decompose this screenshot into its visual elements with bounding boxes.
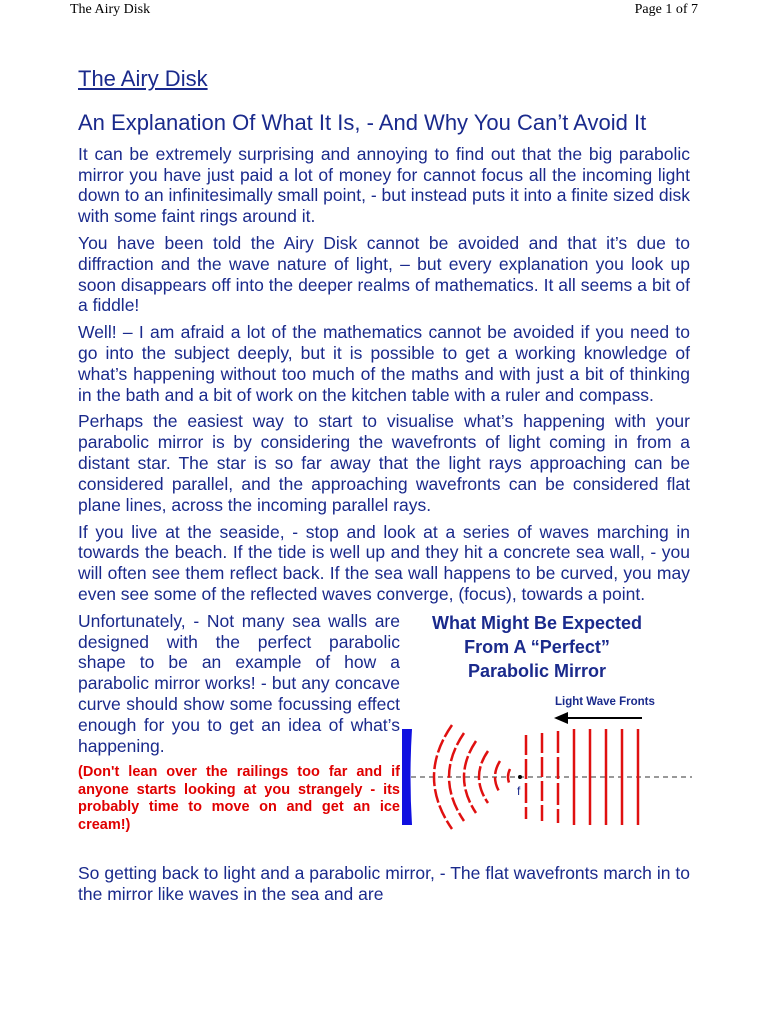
warning-note: (Don't lean over the railings too far and if anyone starts looking at you strangely - its probably time to move on and get an ice cream!) <box>78 764 400 833</box>
running-header <box>0 0 768 22</box>
paragraph-diffraction: You have been told the Airy Disk cannot be avoided and that it’s due to diffraction and the wave nature of light, – but every explanation you look up soon disappears off into the deeper realms of mathematics. It all seems a bit of a fiddle! <box>78 232 690 316</box>
parabolic-mirror <box>402 729 412 825</box>
figure-title <box>402 611 672 684</box>
figure-title-line: What Might Be Expected <box>431 612 642 633</box>
header-doc-title: The Airy Disk <box>70 2 151 17</box>
article <box>78 66 690 910</box>
paragraph-wavefronts: Perhaps the easiest way to start to visualise what’s happening with your parabolic mirror is by considering the wavefronts of light coming in from a distant star. The star is so far away that the light rays approaching can be considered parallel, and the approaching wavefronts can be considered flat plane lines, across the incoming parallel rays. <box>78 411 690 515</box>
page-title: The Airy Disk <box>78 66 208 91</box>
reflected-wavefronts <box>434 725 510 829</box>
parabolic-mirror-figure <box>402 611 692 863</box>
side-text <box>78 611 400 834</box>
page-subtitle: An Explanation Of What It Is, - And Why You Can’t Avoid It <box>78 110 647 136</box>
paragraph-closing: So getting back to light and a parabolic mirror, - The flat wavefronts march in to the mirror like waves in the sea and are <box>78 862 690 904</box>
arrow-label: Light Wave Fronts <box>555 695 655 708</box>
paragraph-mathematics: Well! – I am afraid a lot of the mathematics cannot be avoided if you need to go into the subject deeply, but it is possible to get a working knowledge of what’s happening without too much of the maths and with just a bit of thinking in the bath and a bit of work on the kitchen table with a ruler and compass. <box>78 322 690 405</box>
text-and-figure <box>78 611 690 863</box>
header-page-number: Page 1 of 7 <box>634 2 698 17</box>
paragraph-seaside: If you live at the seaside, - stop and look at a series of waves marching in towards the beach. If the tide is well up and they hit a concrete sea wall, - you will often see them reflect back. If the sea wall happens to be curved, you may even see some of the reflected waves converge, (focus), towards a point. <box>78 521 690 604</box>
paragraph-sea-walls: Unfortunately, - Not many sea walls are designed with the perfect parabolic shape to be an example of how a parabolic mirror works! - but any concave curve should show some focussing effect enough for you to get an idea of what’s happening. <box>78 610 400 756</box>
left-arrow-icon <box>554 712 642 724</box>
figure-title-line: From A “Perfect” <box>464 637 610 658</box>
wavefront-diagram <box>402 689 692 839</box>
focal-label: f <box>517 783 521 798</box>
paragraph-intro: It can be extremely surprising and annoying to find out that the big parabolic mirror you have just paid a lot of money for cannot focus all the incoming light down to an infinitesimally small point, - but instead puts it into a finite sized disk with some faint rings around it. <box>78 143 690 227</box>
focal-point <box>518 775 522 779</box>
figure-title-line: Parabolic Mirror <box>467 661 607 682</box>
